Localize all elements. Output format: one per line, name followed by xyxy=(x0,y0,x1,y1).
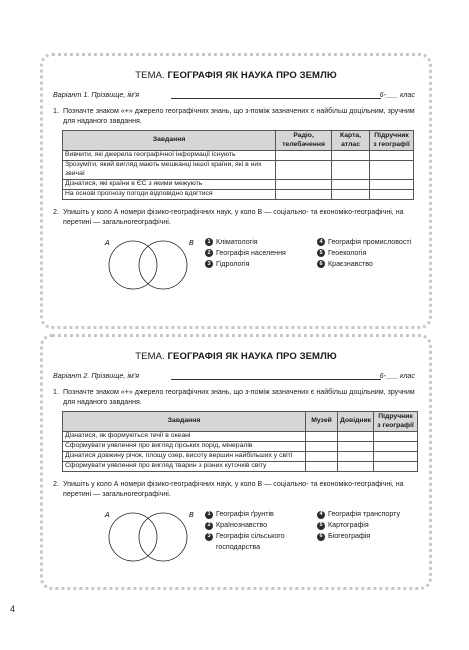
answer-cell[interactable] xyxy=(276,151,332,161)
variant-label: Варіант 2. Прізвище, ім'я xyxy=(53,371,140,380)
list-item xyxy=(205,531,313,553)
answer-cell[interactable] xyxy=(332,189,370,199)
table-header-row xyxy=(63,412,418,432)
option-label: Біогеографія xyxy=(328,532,371,540)
row-task: Сформувати уявлення про вигляд гірських порід, мінералів xyxy=(63,442,306,452)
task-2 xyxy=(53,207,419,227)
list-item xyxy=(205,509,313,520)
option-label: Гідрологія xyxy=(216,259,250,268)
list-item xyxy=(317,237,411,248)
answer-cell[interactable] xyxy=(374,442,418,452)
table-header-row xyxy=(63,131,414,151)
task-number: 2. xyxy=(53,207,59,216)
number-badge: 5 xyxy=(317,522,325,530)
answer-cell[interactable] xyxy=(337,462,373,472)
venn-section xyxy=(53,505,419,565)
title-prefix: ТЕМА. xyxy=(135,70,165,81)
table-row xyxy=(63,151,414,161)
page-number: 4 xyxy=(10,604,16,614)
sciences-list-left xyxy=(205,237,286,270)
venn-diagram[interactable] xyxy=(75,505,225,565)
class-label: 6-___ клас xyxy=(379,371,415,380)
option-label: Країнознавство xyxy=(216,521,268,529)
number-badge: 5 xyxy=(317,249,325,257)
task-number: 1. xyxy=(53,107,59,115)
option-label: Географія промисловості xyxy=(328,237,412,246)
circle-b-label: В xyxy=(189,512,194,519)
task-text: Позначте знаком «+» джерело географічних знань, що з-поміж зазначених є найбільш доцільним, зручним для наданого завдання. xyxy=(63,107,415,125)
answer-cell[interactable] xyxy=(306,452,338,462)
number-badge: 1 xyxy=(205,511,213,519)
answer-cell[interactable] xyxy=(370,179,414,189)
task-1 xyxy=(53,106,419,126)
table-row xyxy=(63,161,414,180)
table-row xyxy=(63,179,414,189)
answer-cell[interactable] xyxy=(337,452,373,462)
variant-label: Варіант 1. Прізвище, ім'я xyxy=(53,90,140,99)
row-task: Сформувати уявлення про вигляд тварин з різних куточків світу xyxy=(63,462,306,472)
header-textbook: Підручник з географії xyxy=(374,412,418,432)
header-task: Завдання xyxy=(63,131,276,151)
header-task: Завдання xyxy=(63,412,306,432)
circle-a[interactable] xyxy=(109,241,157,289)
answer-cell[interactable] xyxy=(332,151,370,161)
title-main: ГЕОГРАФІЯ ЯК НАУКА ПРО ЗЕМЛЮ xyxy=(167,70,337,81)
list-item xyxy=(205,248,286,259)
sciences-list-right xyxy=(317,509,400,542)
header-reference-book: Довідник xyxy=(337,412,373,432)
venn-diagram[interactable] xyxy=(75,233,225,293)
header-radio-tv: Радіо, телебачення xyxy=(276,131,332,151)
answer-cell[interactable] xyxy=(306,462,338,472)
class-label: 6-___ клас xyxy=(379,90,415,99)
number-badge: 6 xyxy=(317,533,325,541)
variant-line xyxy=(53,90,419,100)
circle-b[interactable] xyxy=(139,513,187,561)
header-textbook: Підручник з географії xyxy=(370,131,414,151)
task-text: Позначте знаком «+» джерело географічних знань, що з-поміж зазначених є найбільш доцільним, зручним для наданого завдання. xyxy=(63,388,415,406)
answer-cell[interactable] xyxy=(332,161,370,180)
option-label: Краєзнавство xyxy=(328,259,373,268)
option-label: Географія сільського господарства xyxy=(216,532,285,551)
answer-cell[interactable] xyxy=(370,189,414,199)
option-label: Картографія xyxy=(328,521,369,529)
task-number: 1. xyxy=(53,388,59,396)
card-title xyxy=(53,70,419,81)
answer-cell[interactable] xyxy=(276,179,332,189)
answer-cell[interactable] xyxy=(276,161,332,180)
row-task: Зрозуміти, який вигляд мають мешканці іншої країни, які в них звичаї xyxy=(63,161,276,180)
number-badge: 4 xyxy=(317,238,325,246)
option-label: Географія населення xyxy=(216,248,286,257)
number-badge: 2 xyxy=(205,249,213,257)
circle-b[interactable] xyxy=(139,241,187,289)
sciences-list-left xyxy=(205,509,313,553)
sciences-list-right xyxy=(317,237,411,270)
table-row xyxy=(63,452,418,462)
table-row xyxy=(63,442,418,452)
name-fill-line[interactable] xyxy=(171,98,381,99)
number-badge: 2 xyxy=(205,522,213,530)
answer-cell[interactable] xyxy=(332,179,370,189)
task-text: Упишіть у коло А номери фізико-географічних наук, у коло В — соціально- та економіко-географічні, на перетині — загальногеографічні. xyxy=(63,480,404,498)
table-row xyxy=(63,432,418,442)
list-item xyxy=(205,237,286,248)
circle-b-label: В xyxy=(189,239,194,247)
card-title xyxy=(53,351,419,362)
header-map-atlas: Карта, атлас xyxy=(332,131,370,151)
answer-cell[interactable] xyxy=(306,432,338,442)
task-2 xyxy=(53,479,419,499)
number-badge: 3 xyxy=(205,260,213,268)
list-item xyxy=(317,248,411,259)
title-main: ГЕОГРАФІЯ ЯК НАУКА ПРО ЗЕМЛЮ xyxy=(167,351,337,362)
answer-cell[interactable] xyxy=(374,462,418,472)
task-text: Упишіть у коло А номери фізико-географічних наук, у коло В — соціально- та економіко-географічні, на перетині — загальногеографічні. xyxy=(63,207,404,226)
row-task: Дізнатися довжину річок, площу озер, висоту вершин найбільших у світі xyxy=(63,452,306,462)
sources-table xyxy=(62,411,418,472)
number-badge: 1 xyxy=(205,238,213,246)
venn-section xyxy=(53,233,419,293)
circle-a-label: А xyxy=(105,239,110,247)
circle-a[interactable] xyxy=(109,513,157,561)
row-task: Дізнатися, як формуються течії в океані xyxy=(63,432,306,442)
worksheet-card-variant-1 xyxy=(40,53,432,329)
header-museum: Музей xyxy=(306,412,338,432)
option-label: Географія транспорту xyxy=(328,510,401,518)
task-number: 2. xyxy=(53,480,59,488)
number-badge: 4 xyxy=(317,511,325,519)
row-task: На основі прогнозу погоди відповідно вдягтися xyxy=(63,189,276,199)
answer-cell[interactable] xyxy=(337,442,373,452)
table-row xyxy=(63,189,414,199)
answer-cell[interactable] xyxy=(374,452,418,462)
number-badge: 3 xyxy=(205,533,213,541)
option-label: Геоекологія xyxy=(328,248,367,257)
list-item xyxy=(317,259,411,270)
answer-cell[interactable] xyxy=(374,432,418,442)
worksheet-card-variant-2 xyxy=(40,334,432,590)
option-label: Кліматологія xyxy=(216,237,258,246)
answer-cell[interactable] xyxy=(306,442,338,452)
list-item xyxy=(317,520,400,531)
circle-a-label: А xyxy=(105,512,110,519)
number-badge: 6 xyxy=(317,260,325,268)
option-label: Географія ґрунтів xyxy=(216,510,274,518)
answer-cell[interactable] xyxy=(337,432,373,442)
table-row xyxy=(63,462,418,472)
sources-table xyxy=(62,130,414,200)
row-task: Дізнатися, які країни в ЄС з якими межують xyxy=(63,179,276,189)
row-task: Вивчити, які джерела географічної інформації існують xyxy=(63,151,276,161)
list-item xyxy=(317,531,400,542)
task-1 xyxy=(53,387,419,407)
answer-cell[interactable] xyxy=(276,189,332,199)
answer-cell[interactable] xyxy=(370,151,414,161)
variant-line xyxy=(53,371,419,381)
name-fill-line[interactable] xyxy=(171,379,381,380)
list-item xyxy=(205,520,313,531)
list-item xyxy=(205,259,286,270)
list-item xyxy=(317,509,400,520)
answer-cell[interactable] xyxy=(370,161,414,180)
title-prefix: ТЕМА. xyxy=(135,351,165,362)
